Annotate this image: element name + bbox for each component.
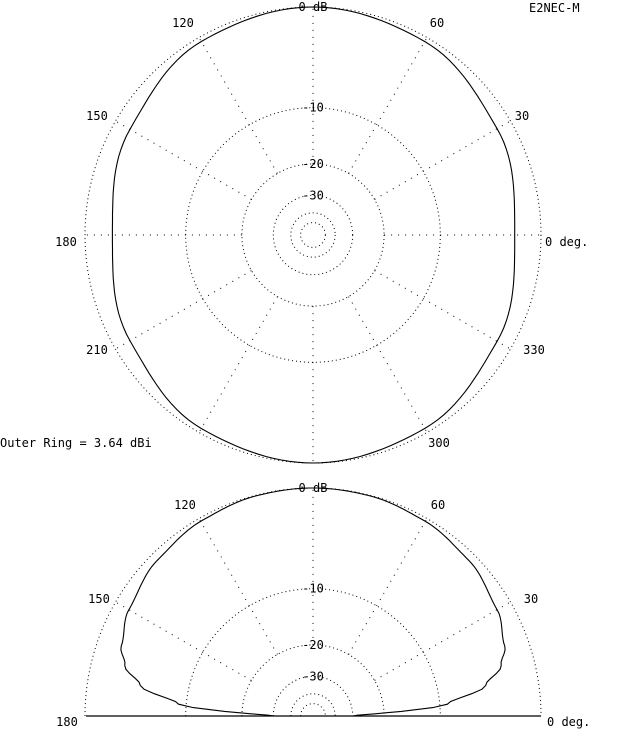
angle-label: 180	[56, 715, 78, 729]
angle-label: 60	[430, 498, 446, 512]
angle-label: 300	[428, 436, 450, 450]
ring-label: 0 dB	[298, 481, 328, 495]
outer-ring-label: Outer Ring = 3.64 dBi	[0, 436, 152, 450]
elevation-pattern-chart	[56, 481, 590, 729]
grid-ring	[242, 164, 384, 306]
angle-label: 0 deg.	[545, 235, 589, 249]
program-label: E2NEC-M	[529, 1, 580, 15]
angle-label: 120	[174, 498, 196, 512]
ring-label: -20	[302, 156, 324, 171]
grid-spoke	[199, 297, 277, 433]
grid-ring	[186, 589, 441, 716]
angle-label: 60	[429, 16, 445, 30]
grid-spoke	[199, 38, 277, 174]
grid-spoke	[375, 602, 511, 680]
angle-label: 0 deg.	[547, 715, 591, 729]
angle-label: 150	[86, 109, 108, 123]
ring-label: -10	[302, 581, 324, 596]
grid-spoke	[349, 38, 427, 174]
angle-label: 30	[514, 109, 530, 123]
grid-ring	[186, 108, 441, 363]
ring-label: -20	[302, 637, 324, 652]
grid-spoke	[199, 519, 277, 655]
grid-ring	[273, 195, 352, 274]
angle-label: 180	[55, 235, 77, 249]
grid-spoke	[349, 297, 427, 433]
ring-label: -30	[302, 188, 324, 203]
angle-label: 330	[523, 343, 545, 357]
grid-spoke	[116, 121, 252, 199]
grid-ring	[85, 7, 541, 463]
ring-label: -10	[302, 100, 324, 115]
grid-spoke	[349, 519, 427, 655]
grid-spoke	[116, 602, 252, 680]
angle-label: 150	[88, 592, 110, 606]
grid-ring	[301, 223, 326, 248]
grid-spoke	[375, 121, 511, 199]
azimuth-pattern-chart	[55, 0, 588, 463]
ring-label: -30	[302, 669, 324, 684]
ring-label: 0 dB	[298, 0, 328, 14]
grid-ring	[291, 213, 335, 257]
grid-spoke	[116, 271, 252, 349]
grid-ring	[291, 694, 335, 716]
grid-spoke	[375, 271, 511, 349]
angle-label: 30	[523, 592, 539, 606]
angle-label: 210	[86, 343, 108, 357]
grid-ring	[301, 704, 326, 716]
angle-label: 120	[172, 16, 194, 30]
